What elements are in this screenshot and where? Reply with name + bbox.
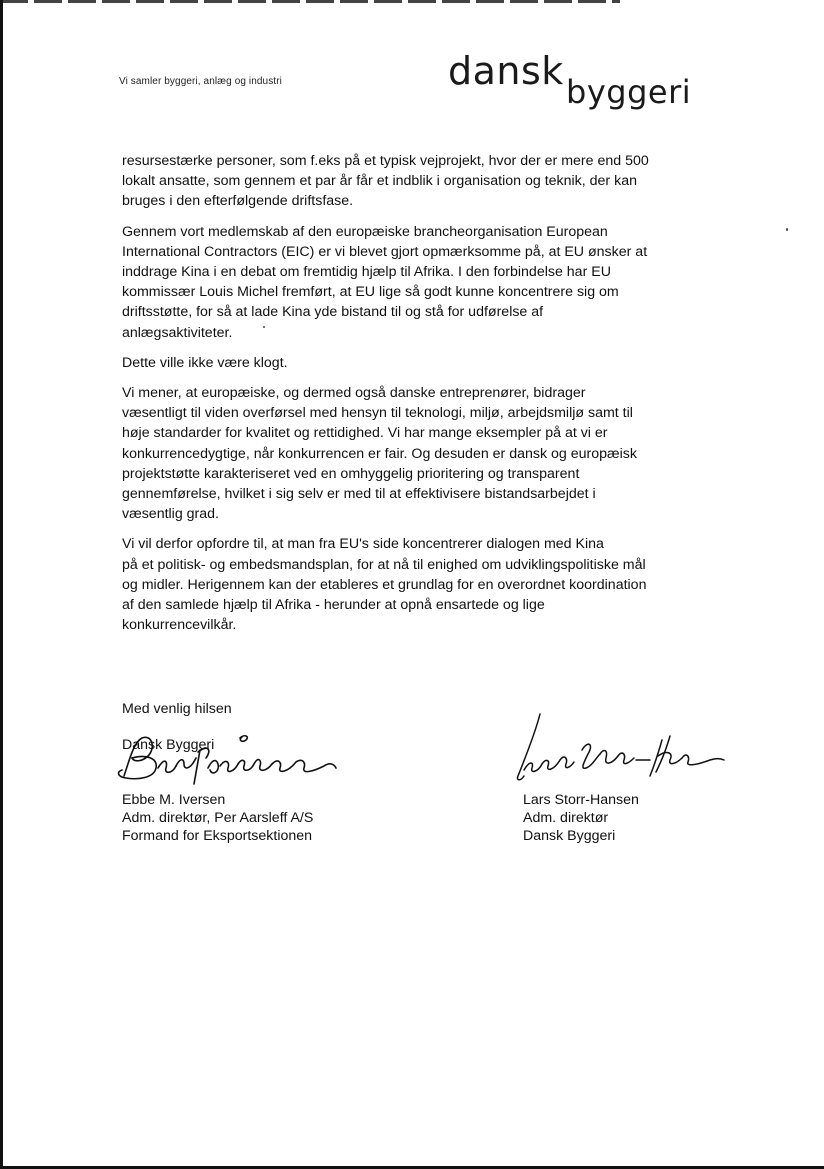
logo-word-byggeri: byggeri <box>566 73 692 111</box>
signatory-right-name: Lars Storr-Hansen <box>523 792 639 808</box>
signatory-left <box>122 791 313 845</box>
signatory-right-organization: Dansk Byggeri <box>523 828 616 844</box>
paragraph-2: Gennem vort medlemskab af den europæiske brancheorganisation European International Contractors (EIC) er vi blevet gjort opmærksomme på, at EU ønsker at inddrage Kina i en debat om fremtidig hjælp til Afrika. I den forbindelse har EU kommissær Louis Michel fremført, at EU lige så godt kunne koncentrere sig om driftsstøtte, for så at lade Kina yde bistand til og stå for udførelse af anlægsaktiviteter. <box>122 223 648 341</box>
signature-lars-storr-hansen <box>510 710 730 788</box>
signature-ebbe-iversen <box>112 728 342 792</box>
scan-speck <box>786 228 788 231</box>
closing-organization: Dansk Byggeri <box>122 737 215 753</box>
letter-body <box>122 151 702 645</box>
scan-top-edge <box>0 0 620 3</box>
signatory-left-title: Adm. direktør, Per Aarsleff A/S <box>122 810 314 826</box>
signatory-right <box>523 791 639 845</box>
closing-greeting: Med venlig hilsen <box>122 701 232 717</box>
logo-word-dansk: dansk <box>448 49 564 93</box>
paragraph-4: Vi mener, at europæiske, og dermed også danske entreprenører, bidrager væsentligt til viden overførsel med hensyn til teknologi, miljø, arbejdsmiljø samt til høje standarder for kvalitet og rettidighed. Vi har mange eksempler på at vi er konkurrencedygtige, når konkurrencen er fair. Og desuden er dansk og europæisk projektstøtte karakteriseret ved en omhyggelig prioritering og transparent gennemførelse, hvilket i sig selv er med til at effektivisere bistandsarbejdet i væsentlig grad. <box>122 385 637 523</box>
signatory-right-title: Adm. direktør <box>523 810 609 826</box>
paragraph-5: Vi vil derfor opfordre til, at man fra EU's side koncentrerer dialogen med Kina på et politisk- og embedsmandsplan, for at nå til enighed om udviklingspolitiske mål og midler. Herigennem kan der etableres et grundlag for en overordnet koordination af den samlede hjælp til Afrika - herunder at opnå ensartede og lige konkurrencevilkår. <box>122 536 647 634</box>
paragraph-3: Dette ville ikke være klogt. <box>122 354 288 371</box>
paragraph-1: resursestærke personer, som f.eks på et typisk vejprojekt, hvor der er mere end 500 lokalt ansatte, som gennem et par år får et indblik i organisation og teknik, der kan bruges i den efterfølgende driftsfase. <box>122 153 649 210</box>
header-tagline: Vi samler byggeri, anlæg og industri <box>119 76 282 87</box>
scan-left-edge <box>0 0 3 1169</box>
signatory-left-role: Formand for Eksportsektionen <box>122 828 313 844</box>
dansk-byggeri-logo <box>448 49 713 112</box>
scan-speck <box>263 326 265 328</box>
signatory-left-name: Ebbe M. Iversen <box>122 792 226 808</box>
